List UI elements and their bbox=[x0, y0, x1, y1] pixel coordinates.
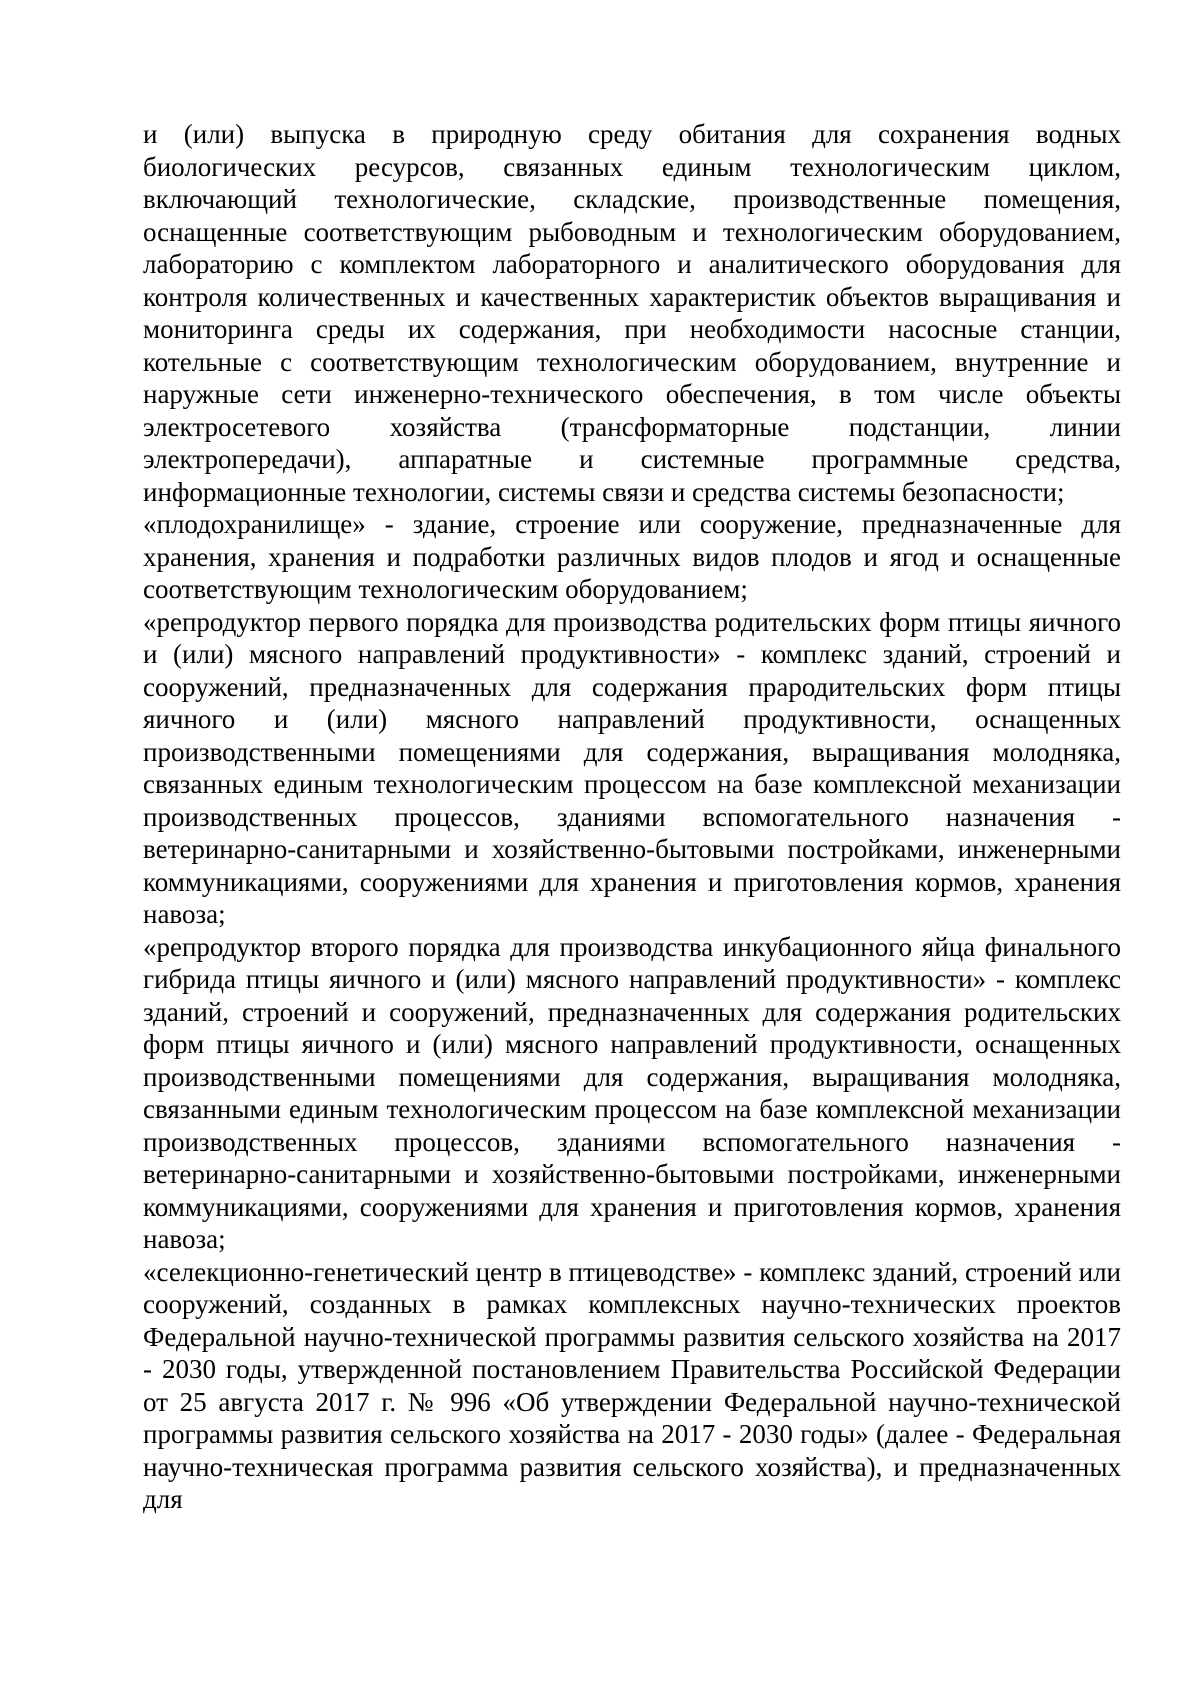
paragraph-poultry-breeding-center: «селекционно-генетический центр в птицеводстве» - комплекс зданий, строений или сооружений, созданных в рамках комплексных научно-технических проектов Федеральной научно-технической программы развития сельского хозяйства на 2017 - 2030 годы, утвержденной постановлением Правительства Российской Федерации от 25 августа 2017 г. № 996 «Об утверждении Федеральной научно-технической программы развития сельского хозяйства на 2017 - 2030 годы» (далее - Федеральная научно-техническая программа развития сельского хозяйства), и предназначенных для bbox=[143, 1256, 1121, 1514]
paragraph-fruit-storage: «плодохранилище» - здание, строение или сооружение, предназначенные для хранения, хранения и подработки различных видов плодов и ягод и оснащенные соответствующим технологическим оборудованием; bbox=[143, 509, 1121, 604]
paragraph-aquaculture-complex-continuation: и (или) выпуска в природную среду обитания для сохранения водных биологических ресурсов, связанных единым технологическим циклом, включающий технологические, складские, производственные помещения, оснащенные соответствующим рыбоводным и технологическим оборудованием, лабораторию с комплектом лабораторного и аналитического оборудования для контроля количественных и качественных характеристик объектов выращивания и мониторинга среды их содержания, при необходимости насосные станции, котельные с соответствующим технологическим оборудованием, внутренние и наружные сети инженерно-технического обеспечения, в том числе объекты электросетевого хозяйства (трансформаторные подстанции, линии электропередачи), аппаратные и системные программные средства, информационные технологии, системы связи и средства системы безопасности; bbox=[143, 119, 1121, 507]
paragraph-second-order-reproducer: «репродуктор второго порядка для производства инкубационного яйца финального гибрида птицы яичного и (или) мясного направлений продуктивности» - комплекс зданий, строений и сооружений, предназначенных для содержания родительских форм птицы яичного и (или) мясного направлений продуктивности, оснащенных производственными помещениями для содержания, выращивания молодняка, связанными единым технологическим процессом на базе комплексной механизации производственных процессов, зданиями вспомогательного назначения - ветеринарно-санитарными и хозяйственно-бытовыми постройками, инженерными коммуникациями, сооружениями для хранения и приготовления кормов, хранения навоза; bbox=[143, 931, 1121, 1254]
document-page bbox=[143, 118, 1121, 1516]
paragraph-first-order-reproducer: «репродуктор первого порядка для производства родительских форм птицы яичного и (или) мясного направлений продуктивности» - комплекс зданий, строений и сооружений, предназначенных для содержания прародительских форм птицы яичного и (или) мясного направлений продуктивности, оснащенных производственными помещениями для содержания, выращивания молодняка, связанных единым технологическим процессом на базе комплексной механизации производственных процессов, зданиями вспомогательного назначения - ветеринарно-санитарными и хозяйственно-бытовыми постройками, инженерными коммуникациями, сооружениями для хранения и приготовления кормов, хранения навоза; bbox=[143, 606, 1121, 929]
